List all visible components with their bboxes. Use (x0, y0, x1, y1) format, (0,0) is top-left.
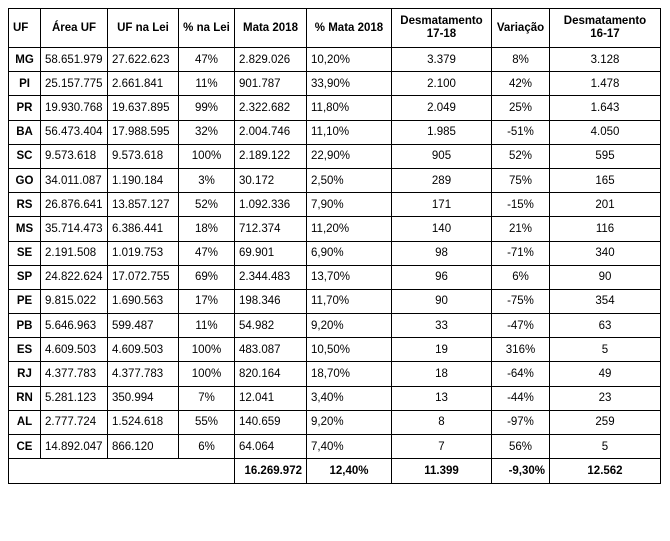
cell-desmatamento-16-17: 1.478 (550, 72, 661, 96)
cell-desmatamento-17-18: 8 (392, 410, 492, 434)
cell-mata-2018: 30.172 (235, 168, 307, 192)
cell-pct-na-lei: 100% (179, 144, 235, 168)
cell-variacao: -64% (492, 362, 550, 386)
cell-uf: SE (9, 241, 41, 265)
cell-variacao: 316% (492, 338, 550, 362)
table-row (9, 72, 661, 96)
header-row (9, 9, 661, 48)
cell-uf-na-lei: 350.994 (108, 386, 179, 410)
cell-variacao: 21% (492, 217, 550, 241)
cell-area-uf: 34.011.087 (41, 168, 108, 192)
cell-mata-2018: 2.189.122 (235, 144, 307, 168)
table-row (9, 338, 661, 362)
table-row (9, 410, 661, 434)
cell-desmatamento-17-18: 13 (392, 386, 492, 410)
header-desmatamento-17-18: Desmatamento 17-18 (392, 9, 492, 48)
cell-variacao: 25% (492, 96, 550, 120)
cell-desmatamento-16-17: 5 (550, 435, 661, 459)
cell-uf-na-lei: 19.637.895 (108, 96, 179, 120)
cell-mata-2018: 483.087 (235, 338, 307, 362)
cell-uf-na-lei: 1.690.563 (108, 289, 179, 313)
cell-variacao: -47% (492, 314, 550, 338)
cell-uf: PE (9, 289, 41, 313)
table-body (9, 48, 661, 459)
cell-desmatamento-17-18: 2.100 (392, 72, 492, 96)
cell-desmatamento-16-17: 4.050 (550, 120, 661, 144)
cell-uf-na-lei: 599.487 (108, 314, 179, 338)
cell-desmatamento-17-18: 3.379 (392, 48, 492, 72)
cell-variacao: -71% (492, 241, 550, 265)
cell-area-uf: 35.714.473 (41, 217, 108, 241)
cell-variacao: 42% (492, 72, 550, 96)
total-desmatamento-17-18: 11.399 (392, 459, 492, 484)
cell-pct-na-lei: 100% (179, 362, 235, 386)
cell-desmatamento-17-18: 18 (392, 362, 492, 386)
table-row (9, 386, 661, 410)
cell-uf: RS (9, 193, 41, 217)
cell-uf: MS (9, 217, 41, 241)
cell-variacao: 8% (492, 48, 550, 72)
cell-desmatamento-17-18: 1.985 (392, 120, 492, 144)
cell-pct-na-lei: 55% (179, 410, 235, 434)
cell-uf: RJ (9, 362, 41, 386)
totals-blank-cell (9, 459, 235, 484)
cell-mata-2018: 901.787 (235, 72, 307, 96)
cell-pct-mata-2018: 11,70% (307, 289, 392, 313)
cell-desmatamento-16-17: 5 (550, 338, 661, 362)
cell-uf-na-lei: 1.524.618 (108, 410, 179, 434)
cell-mata-2018: 69.901 (235, 241, 307, 265)
cell-desmatamento-17-18: 96 (392, 265, 492, 289)
header-area-uf: Área UF (41, 9, 108, 48)
cell-pct-mata-2018: 7,40% (307, 435, 392, 459)
cell-pct-na-lei: 7% (179, 386, 235, 410)
cell-pct-na-lei: 32% (179, 120, 235, 144)
table-row (9, 314, 661, 338)
cell-desmatamento-17-18: 289 (392, 168, 492, 192)
cell-area-uf: 25.157.775 (41, 72, 108, 96)
cell-uf: RN (9, 386, 41, 410)
cell-variacao: -75% (492, 289, 550, 313)
cell-pct-mata-2018: 9,20% (307, 410, 392, 434)
totals-row (9, 459, 661, 484)
cell-variacao: -44% (492, 386, 550, 410)
cell-mata-2018: 12.041 (235, 386, 307, 410)
cell-area-uf: 4.609.503 (41, 338, 108, 362)
cell-desmatamento-17-18: 7 (392, 435, 492, 459)
cell-desmatamento-16-17: 595 (550, 144, 661, 168)
cell-mata-2018: 2.004.746 (235, 120, 307, 144)
cell-desmatamento-17-18: 19 (392, 338, 492, 362)
total-mata-2018: 16.269.972 (235, 459, 307, 484)
cell-mata-2018: 820.164 (235, 362, 307, 386)
table-row (9, 217, 661, 241)
cell-variacao: 6% (492, 265, 550, 289)
table-row (9, 265, 661, 289)
cell-pct-mata-2018: 9,20% (307, 314, 392, 338)
cell-pct-na-lei: 11% (179, 72, 235, 96)
cell-variacao: 52% (492, 144, 550, 168)
cell-desmatamento-17-18: 140 (392, 217, 492, 241)
header-pct-mata-2018: % Mata 2018 (307, 9, 392, 48)
data-table-container (8, 8, 660, 484)
cell-pct-mata-2018: 6,90% (307, 241, 392, 265)
cell-pct-na-lei: 99% (179, 96, 235, 120)
cell-uf-na-lei: 13.857.127 (108, 193, 179, 217)
cell-uf-na-lei: 4.609.503 (108, 338, 179, 362)
table-row (9, 96, 661, 120)
cell-variacao: -15% (492, 193, 550, 217)
table-row (9, 168, 661, 192)
cell-desmatamento-16-17: 23 (550, 386, 661, 410)
total-pct-mata-2018: 12,40% (307, 459, 392, 484)
cell-area-uf: 19.930.768 (41, 96, 108, 120)
cell-desmatamento-17-18: 171 (392, 193, 492, 217)
cell-area-uf: 14.892.047 (41, 435, 108, 459)
cell-mata-2018: 2.344.483 (235, 265, 307, 289)
cell-desmatamento-16-17: 201 (550, 193, 661, 217)
cell-pct-mata-2018: 2,50% (307, 168, 392, 192)
cell-uf-na-lei: 866.120 (108, 435, 179, 459)
cell-uf-na-lei: 27.622.623 (108, 48, 179, 72)
cell-pct-na-lei: 17% (179, 289, 235, 313)
header-variacao: Variação (492, 9, 550, 48)
cell-desmatamento-16-17: 1.643 (550, 96, 661, 120)
table-row (9, 289, 661, 313)
deforestation-table (8, 8, 661, 484)
cell-mata-2018: 1.092.336 (235, 193, 307, 217)
cell-mata-2018: 2.829.026 (235, 48, 307, 72)
cell-variacao: 56% (492, 435, 550, 459)
cell-desmatamento-16-17: 340 (550, 241, 661, 265)
cell-pct-mata-2018: 11,80% (307, 96, 392, 120)
cell-pct-mata-2018: 7,90% (307, 193, 392, 217)
header-pct-na-lei: % na Lei (179, 9, 235, 48)
cell-variacao: -97% (492, 410, 550, 434)
cell-pct-na-lei: 11% (179, 314, 235, 338)
cell-uf: CE (9, 435, 41, 459)
total-desmatamento-16-17: 12.562 (550, 459, 661, 484)
total-variacao: -9,30% (492, 459, 550, 484)
cell-pct-na-lei: 52% (179, 193, 235, 217)
cell-mata-2018: 64.064 (235, 435, 307, 459)
cell-pct-mata-2018: 18,70% (307, 362, 392, 386)
cell-uf: MG (9, 48, 41, 72)
cell-uf: SC (9, 144, 41, 168)
cell-uf-na-lei: 1.019.753 (108, 241, 179, 265)
cell-pct-mata-2018: 11,10% (307, 120, 392, 144)
cell-mata-2018: 54.982 (235, 314, 307, 338)
cell-desmatamento-16-17: 49 (550, 362, 661, 386)
cell-pct-mata-2018: 11,20% (307, 217, 392, 241)
cell-uf-na-lei: 2.661.841 (108, 72, 179, 96)
header-uf-na-lei: UF na Lei (108, 9, 179, 48)
cell-variacao: -51% (492, 120, 550, 144)
cell-area-uf: 5.281.123 (41, 386, 108, 410)
cell-area-uf: 56.473.404 (41, 120, 108, 144)
cell-desmatamento-16-17: 165 (550, 168, 661, 192)
cell-pct-na-lei: 47% (179, 241, 235, 265)
table-row (9, 120, 661, 144)
cell-desmatamento-17-18: 2.049 (392, 96, 492, 120)
table-row (9, 241, 661, 265)
cell-uf-na-lei: 4.377.783 (108, 362, 179, 386)
cell-uf-na-lei: 17.072.755 (108, 265, 179, 289)
cell-desmatamento-16-17: 354 (550, 289, 661, 313)
cell-desmatamento-16-17: 259 (550, 410, 661, 434)
cell-mata-2018: 198.346 (235, 289, 307, 313)
cell-desmatamento-16-17: 116 (550, 217, 661, 241)
table-row (9, 144, 661, 168)
cell-desmatamento-17-18: 90 (392, 289, 492, 313)
cell-area-uf: 24.822.624 (41, 265, 108, 289)
cell-pct-na-lei: 100% (179, 338, 235, 362)
cell-uf-na-lei: 1.190.184 (108, 168, 179, 192)
header-uf: UF (9, 9, 41, 48)
cell-area-uf: 9.573.618 (41, 144, 108, 168)
cell-pct-mata-2018: 10,50% (307, 338, 392, 362)
cell-area-uf: 4.377.783 (41, 362, 108, 386)
cell-pct-mata-2018: 22,90% (307, 144, 392, 168)
cell-desmatamento-17-18: 98 (392, 241, 492, 265)
header-mata-2018: Mata 2018 (235, 9, 307, 48)
cell-pct-mata-2018: 33,90% (307, 72, 392, 96)
cell-area-uf: 26.876.641 (41, 193, 108, 217)
cell-desmatamento-16-17: 3.128 (550, 48, 661, 72)
cell-uf: SP (9, 265, 41, 289)
cell-desmatamento-16-17: 63 (550, 314, 661, 338)
cell-area-uf: 2.777.724 (41, 410, 108, 434)
cell-desmatamento-17-18: 905 (392, 144, 492, 168)
table-row (9, 435, 661, 459)
cell-uf: ES (9, 338, 41, 362)
cell-pct-mata-2018: 3,40% (307, 386, 392, 410)
header-desmatamento-16-17: Desmatamento 16-17 (550, 9, 661, 48)
cell-desmatamento-17-18: 33 (392, 314, 492, 338)
cell-uf: AL (9, 410, 41, 434)
cell-uf: PI (9, 72, 41, 96)
cell-variacao: 75% (492, 168, 550, 192)
cell-pct-na-lei: 69% (179, 265, 235, 289)
cell-area-uf: 9.815.022 (41, 289, 108, 313)
cell-uf: PB (9, 314, 41, 338)
cell-uf-na-lei: 9.573.618 (108, 144, 179, 168)
table-row (9, 362, 661, 386)
cell-uf-na-lei: 17.988.595 (108, 120, 179, 144)
cell-pct-mata-2018: 13,70% (307, 265, 392, 289)
cell-uf: BA (9, 120, 41, 144)
cell-mata-2018: 2.322.682 (235, 96, 307, 120)
cell-desmatamento-16-17: 90 (550, 265, 661, 289)
cell-mata-2018: 712.374 (235, 217, 307, 241)
cell-pct-na-lei: 6% (179, 435, 235, 459)
cell-uf: GO (9, 168, 41, 192)
table-row (9, 48, 661, 72)
cell-area-uf: 58.651.979 (41, 48, 108, 72)
cell-pct-na-lei: 47% (179, 48, 235, 72)
cell-area-uf: 2.191.508 (41, 241, 108, 265)
cell-pct-na-lei: 3% (179, 168, 235, 192)
cell-mata-2018: 140.659 (235, 410, 307, 434)
cell-pct-mata-2018: 10,20% (307, 48, 392, 72)
cell-uf-na-lei: 6.386.441 (108, 217, 179, 241)
cell-uf: PR (9, 96, 41, 120)
cell-area-uf: 5.646.963 (41, 314, 108, 338)
table-row (9, 193, 661, 217)
cell-pct-na-lei: 18% (179, 217, 235, 241)
